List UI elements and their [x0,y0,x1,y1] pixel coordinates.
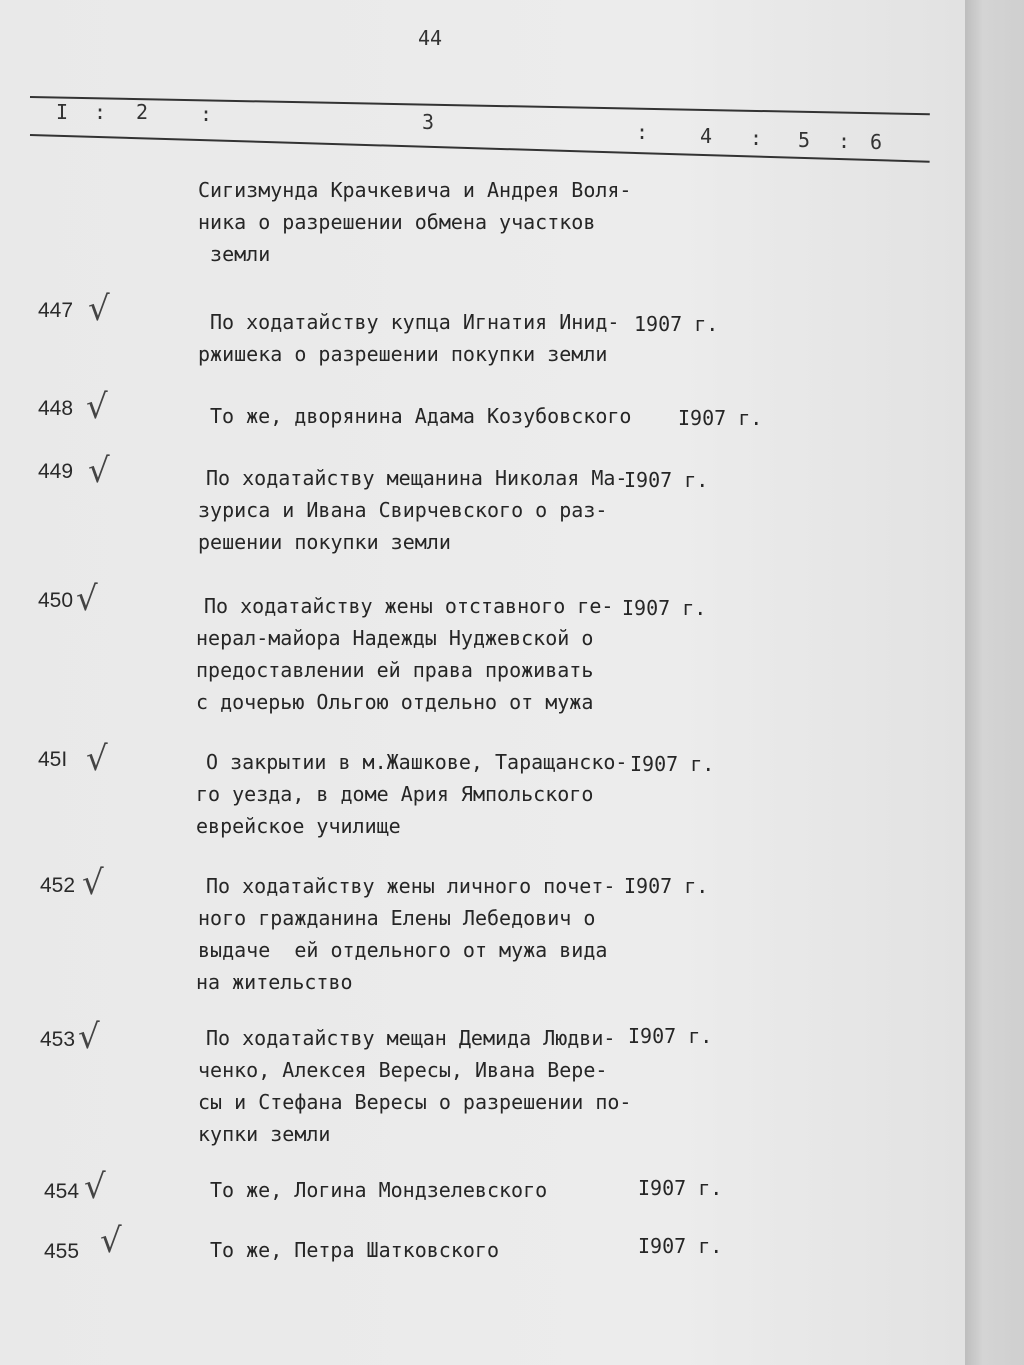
page-number: 44 [418,26,443,50]
entry-text-line: на жительство [196,970,353,994]
entry-text-line: По ходатайству мещанина Николая Ма- [206,466,628,490]
checkmark-icon: √ [86,739,108,779]
continuation-line: ника о разрешении обмена участков [198,210,596,234]
checkmark-icon: √ [88,451,110,491]
entry-number: 454 [44,1180,80,1203]
entry-number: 453 [40,1028,76,1051]
column-header-3: 3 [422,110,435,134]
entry-date: I907 г. [624,468,709,492]
checkmark-icon: √ [76,579,98,619]
column-header-5: 5 [798,128,811,152]
checkmark-icon: √ [82,863,104,903]
column-header-2: 2 [136,100,149,124]
entry-number: 447 [38,299,74,322]
entry-text-line: с дочерью Ольгою отдельно от мужа [196,690,594,714]
entry-text-line: сы и Стефана Вересы о разрешении по- [198,1090,632,1114]
column-separator: : [750,126,763,150]
column-header-4: 4 [700,124,713,148]
entry-number: 450 [38,589,74,612]
entry-text-line: го уезда, в доме Ария Ямпольского [196,782,594,806]
entry-date: I907 г. [628,1024,713,1048]
entry-text-line: нерал-майора Надежды Нуджевской о [196,626,594,650]
entry-date: 1907 г. [634,312,719,336]
entry-date: I907 г. [622,596,707,620]
entry-text-line: выдаче ей отдельного от мужа вида [198,938,608,962]
entry-text-line: То же, Петра Шатковского [210,1238,499,1262]
entry-text-line: ного гражданина Елены Лебедович о [198,906,596,930]
checkmark-icon: √ [88,289,110,329]
entry-text-line: решении покупки земли [198,530,451,554]
entry-date: I907 г. [624,874,709,898]
entry-date: I907 г. [638,1234,723,1258]
column-separator: : [94,100,107,124]
entry-text-line: По ходатайству жены личного почет- [206,874,616,898]
entry-text-line: купки земли [198,1122,331,1146]
entry-text-line: По ходатайству жены отставного ге- [204,594,614,618]
checkmark-icon: √ [84,1167,106,1207]
entry-text-line: зуриса и Ивана Свирчевского о раз- [198,498,608,522]
column-header-1: I [56,100,69,124]
entry-text-line: ченко, Алексея Вересы, Ивана Вере- [198,1058,608,1082]
column-header-6: 6 [870,130,883,154]
entry-text-line: предоставлении ей права проживать [196,658,594,682]
checkmark-icon: √ [86,387,108,427]
entry-text-line: еврейское училище [196,814,401,838]
column-separator: : [200,102,213,126]
column-separator: : [636,120,649,144]
entry-text-line: ржишека о разрешении покупки земли [198,342,608,366]
continuation-line: Сигизмунда Крачкевича и Андрея Воля- [198,178,632,202]
entry-text-line: По ходатайству мещан Демида Людви- [206,1026,616,1050]
entry-number: 449 [38,460,74,483]
entry-text-line: По ходатайству купца Игнатия Инид- [210,310,620,334]
checkmark-icon: √ [100,1221,122,1261]
checkmark-icon: √ [78,1017,100,1057]
column-separator: : [838,129,851,153]
entry-text-line: То же, Логина Мондзелевского [210,1178,548,1202]
continuation-line: земли [198,242,271,266]
entry-number: 45I [38,748,68,771]
entry-date: I907 г. [678,406,763,430]
entry-date: I907 г. [630,752,715,776]
entry-date: I907 г. [638,1176,723,1200]
page-edge-shadow [965,0,1024,1365]
entry-text-line: То же, дворянина Адама Козубовского [210,404,632,428]
entry-text-line: О закрытии в м.Жашкове, Таращанско- [206,750,628,774]
entry-number: 455 [44,1240,80,1263]
entry-number: 448 [38,397,74,420]
entry-number: 452 [40,874,76,897]
